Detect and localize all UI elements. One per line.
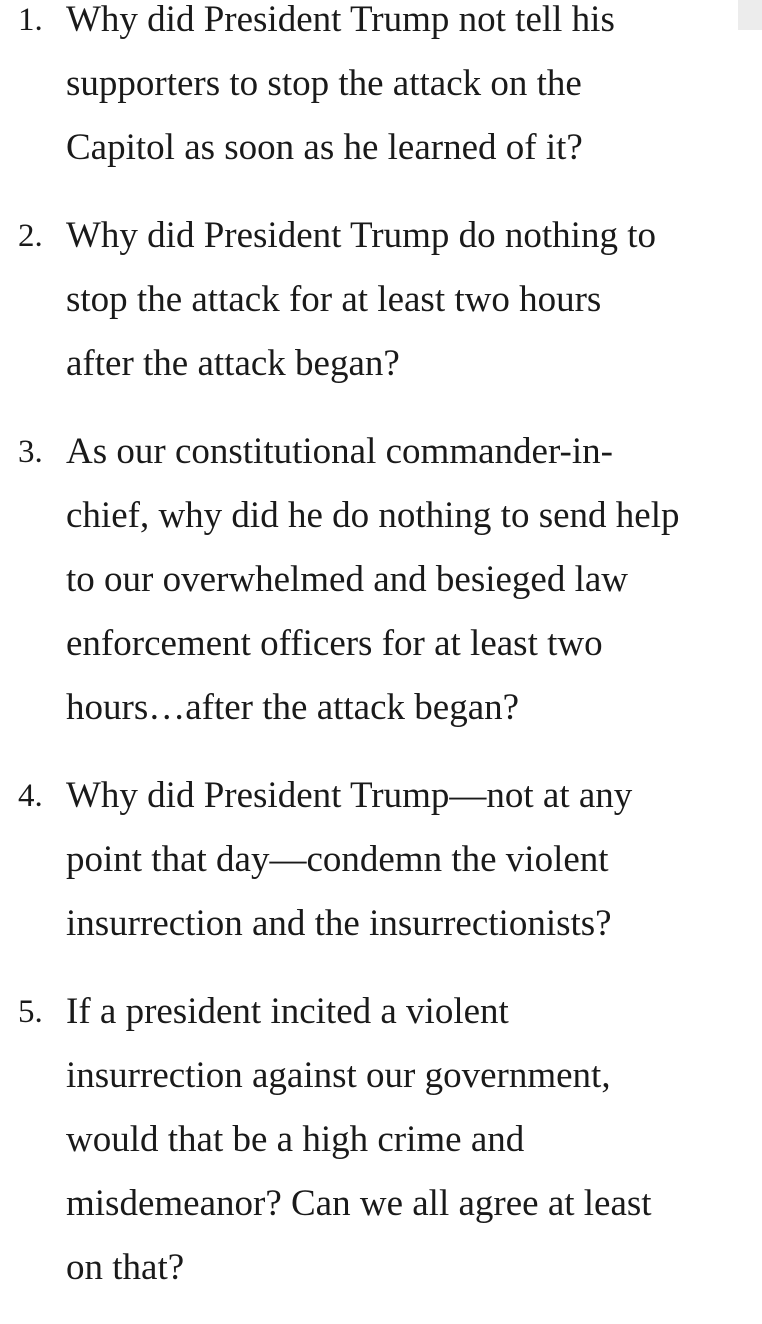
list-number: 5. bbox=[18, 994, 43, 1030]
list-item bbox=[0, 204, 762, 396]
text-line: hours…after the attack began? bbox=[66, 687, 520, 728]
list-item bbox=[0, 420, 762, 740]
question-text bbox=[66, 0, 762, 180]
question-text bbox=[66, 420, 762, 740]
text-line: insurrection against our government, bbox=[66, 1055, 611, 1096]
text-line: after the attack began? bbox=[66, 343, 400, 384]
list-item bbox=[0, 0, 762, 180]
list-number: 3. bbox=[18, 434, 43, 470]
list-number: 4. bbox=[18, 778, 43, 814]
text-line: supporters to stop the attack on the bbox=[66, 63, 582, 104]
text-line: enforcement officers for at least two bbox=[66, 623, 603, 664]
text-line: stop the attack for at least two hours bbox=[66, 279, 602, 320]
list-item bbox=[0, 764, 762, 956]
text-line: As our constitutional commander-in- bbox=[66, 431, 613, 472]
question-text bbox=[66, 204, 762, 396]
text-line: chief, why did he do nothing to send help bbox=[66, 495, 680, 536]
list-item bbox=[0, 980, 762, 1300]
question-text bbox=[66, 980, 762, 1300]
text-line: If a president incited a violent bbox=[66, 991, 509, 1032]
text-line: would that be a high crime and bbox=[66, 1119, 525, 1160]
text-line: on that? bbox=[66, 1247, 185, 1288]
text-line: to our overwhelmed and besieged law bbox=[66, 559, 629, 600]
question-text bbox=[66, 764, 762, 956]
list-number: 2. bbox=[18, 218, 43, 254]
text-line: Why did President Trump do nothing to bbox=[66, 215, 656, 256]
text-line: Why did President Trump not tell his bbox=[66, 0, 615, 40]
text-line: insurrection and the insurrectionists? bbox=[66, 903, 612, 944]
text-line: misdemeanor? Can we all agree at least bbox=[66, 1183, 652, 1224]
text-line: Why did President Trump—not at any bbox=[66, 775, 633, 816]
list-number: 1. bbox=[18, 2, 43, 38]
text-line: point that day—condemn the violent bbox=[66, 839, 609, 880]
text-line: Capitol as soon as he learned of it? bbox=[66, 127, 583, 168]
